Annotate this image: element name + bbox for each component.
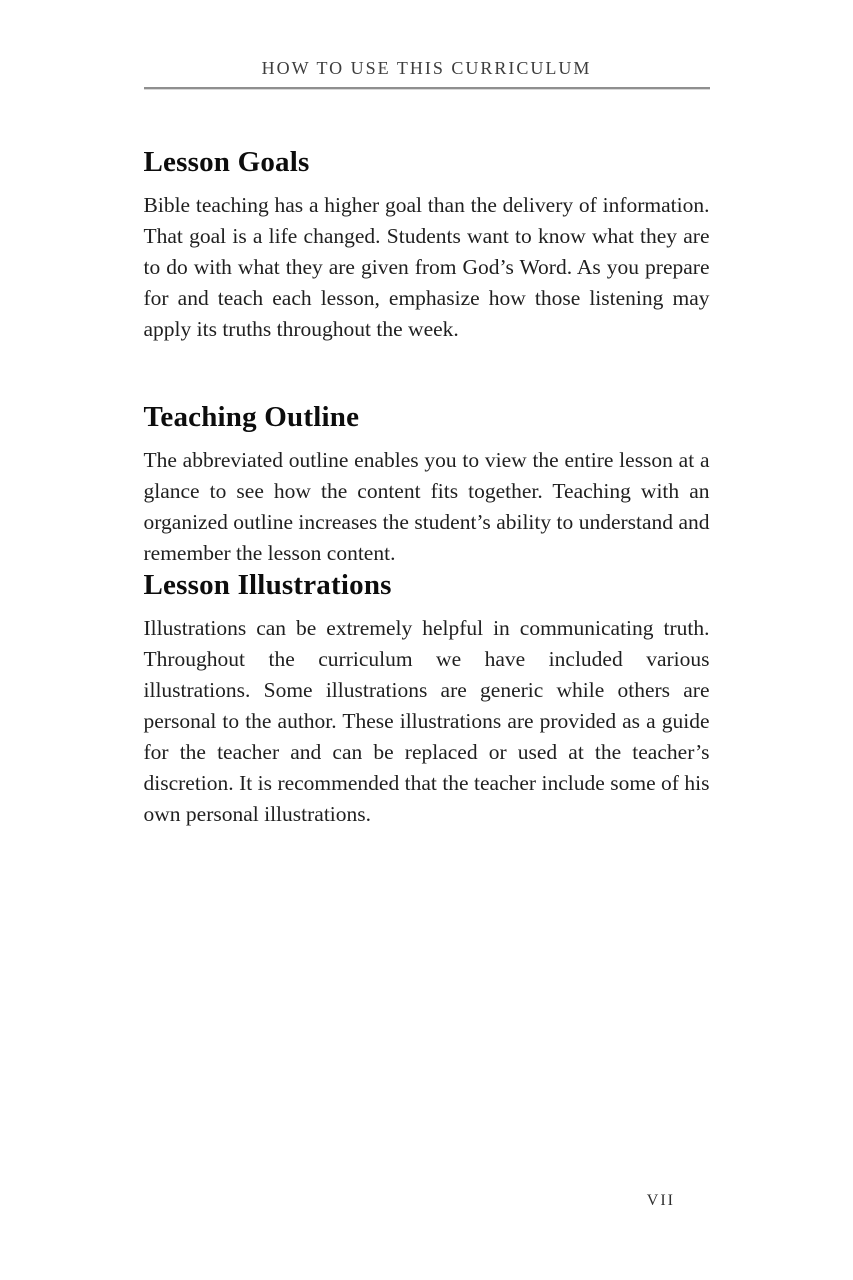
section-heading: Teaching Outline xyxy=(143,401,360,433)
section-body: Bible teaching has a higher goal than the delivery of information. That goal is a life changed. Students want to know what they are to do with what they are given from God’s Word. As you prepare for and teach each lesson, emphasize how those listening may apply its truths throughout the week. xyxy=(143,193,710,341)
page-number: VII xyxy=(646,1192,675,1209)
section-heading: Lesson Goals xyxy=(143,146,310,178)
section-body: The abbreviated outline enables you to view the entire lesson at a glance to see how the content fits together. Teaching with an organized outline increases the student’s ability to understand and remember the lesson content. xyxy=(143,448,710,565)
section-lesson-goals xyxy=(144,146,710,345)
text-column xyxy=(144,0,710,830)
running-header-title: HOW TO USE THIS CURRICULUM xyxy=(261,58,592,78)
section-teaching-outline xyxy=(144,401,710,569)
header-rule xyxy=(144,87,710,90)
section-body: Illustrations can be extremely helpful in communicating truth. Throughout the curriculum we have included various illustrations. Some illustrations are generic while others are personal to the author. These illustrations are provided as a guide for the teacher and can be replaced or used at the teacher’s discretion. It is recommended that the teacher include some of his own personal illustrations. xyxy=(143,616,710,826)
section-heading: Lesson Illustrations xyxy=(143,569,392,601)
section-lesson-illustrations xyxy=(144,569,710,830)
running-header xyxy=(144,0,710,79)
